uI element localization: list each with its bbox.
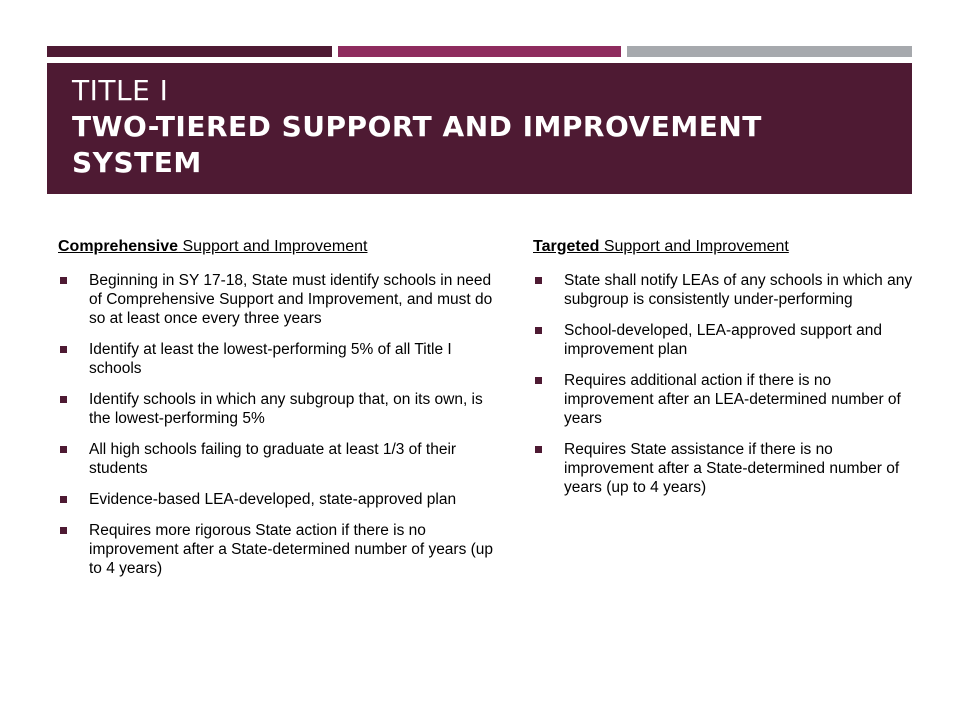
targeted-heading-rest: Support and Improvement (599, 238, 789, 255)
title-line-3: SYSTEM (72, 146, 202, 179)
comprehensive-column (58, 237, 508, 590)
list-item (533, 440, 913, 497)
square-bullet-icon (535, 327, 542, 334)
list-item (58, 271, 508, 328)
bullet-text: State shall notify LEAs of any schools in which any subgroup is consistently under-performing (564, 272, 913, 308)
bullet-text: School-developed, LEA-approved support and improvement plan (564, 322, 882, 358)
targeted-heading (533, 237, 913, 257)
square-bullet-icon (60, 496, 67, 503)
bullet-text: Requires State assistance if there is no improvement after a State-determined number of years (up to 4 years) (564, 441, 900, 496)
targeted-bullet-list (533, 271, 913, 497)
square-bullet-icon (535, 446, 542, 453)
square-bullet-icon (535, 377, 542, 384)
bullet-text: All high schools failing to graduate at least 1/3 of their students (89, 441, 457, 477)
list-item (58, 440, 508, 478)
bullet-text: Identify at least the lowest-performing 5% of all Title I schools (89, 341, 452, 377)
bullet-text: Requires additional action if there is no improvement after an LEA-determined number of years (564, 372, 901, 427)
square-bullet-icon (60, 396, 67, 403)
targeted-column (533, 237, 913, 509)
list-item (58, 390, 508, 428)
title-line-2: TWO-TIERED SUPPORT AND IMPROVEMENT (72, 110, 762, 143)
accent-bar-dark (47, 46, 332, 57)
list-item (58, 340, 508, 378)
comprehensive-heading-bold: Comprehensive (58, 238, 179, 255)
bullet-text: Evidence-based LEA-developed, state-approved plan (89, 491, 457, 508)
bullet-text: Beginning in SY 17-18, State must identify schools in need of Comprehensive Support and Improvement, and must do so at least once every three years (89, 272, 493, 327)
square-bullet-icon (535, 277, 542, 284)
bullet-text: Identify schools in which any subgroup that, on its own, is the lowest-performing 5% (89, 391, 483, 427)
targeted-heading-bold: Targeted (533, 238, 600, 255)
list-item (58, 490, 508, 509)
list-item (58, 521, 508, 578)
comprehensive-heading-rest: Support and Improvement (178, 238, 368, 255)
comprehensive-heading (58, 237, 508, 257)
title-band (47, 63, 912, 194)
accent-bar-magenta (338, 46, 621, 57)
title-line-1: TITLE I (72, 74, 169, 107)
square-bullet-icon (60, 446, 67, 453)
square-bullet-icon (60, 277, 67, 284)
comprehensive-bullet-list (58, 271, 508, 578)
square-bullet-icon (60, 346, 67, 353)
list-item (533, 271, 913, 309)
list-item (533, 321, 913, 359)
bullet-text: Requires more rigorous State action if there is no improvement after a State-determined number of years (up to 4 years) (89, 522, 494, 577)
square-bullet-icon (60, 527, 67, 534)
list-item (533, 371, 913, 428)
accent-bar-gray (627, 46, 912, 57)
